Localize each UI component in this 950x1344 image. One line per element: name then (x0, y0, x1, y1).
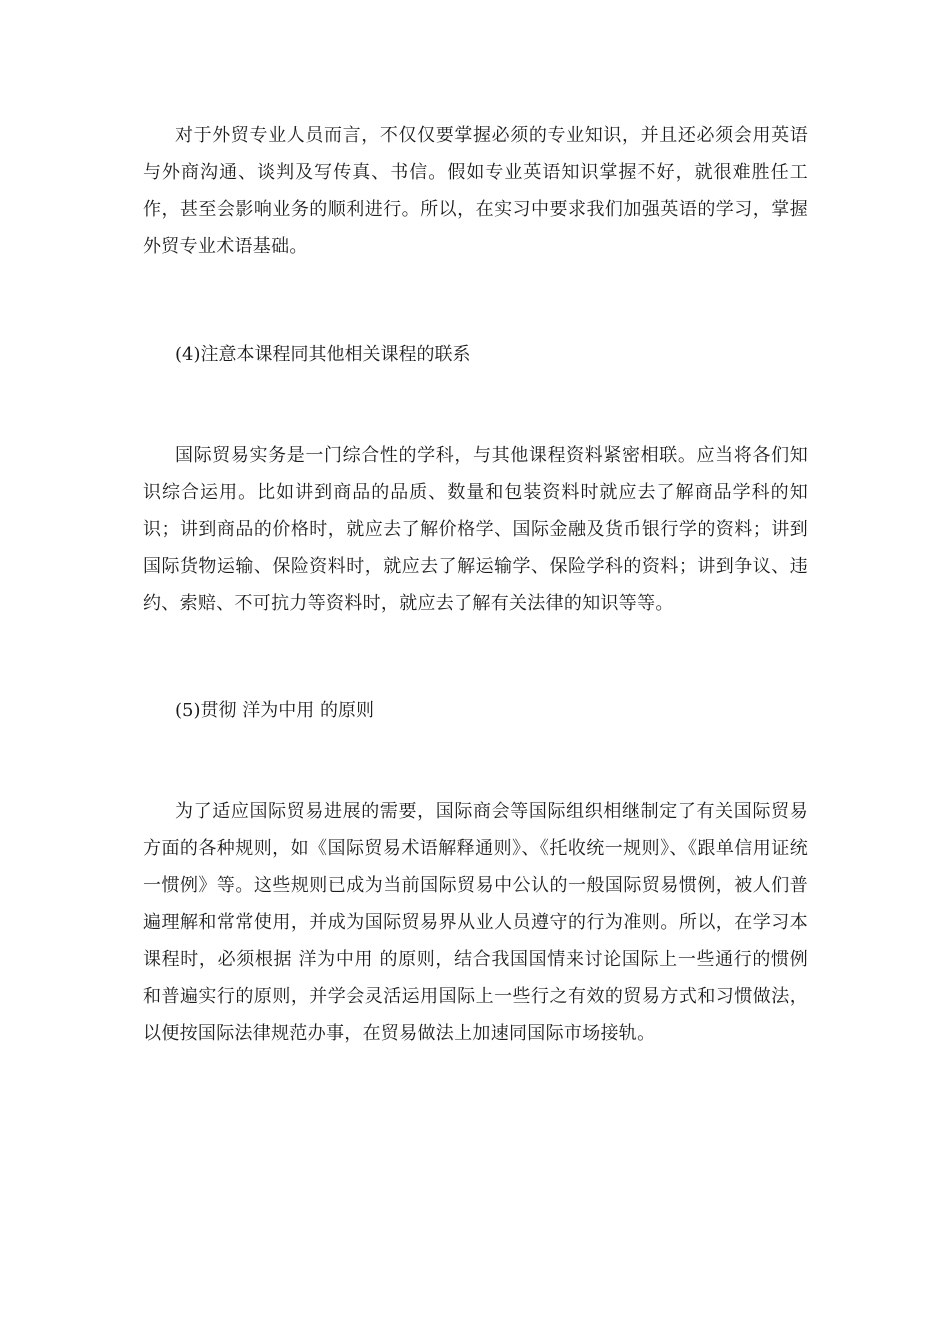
body-paragraph-international-rules: 为了适应国际贸易进展的需要，国际商会等国际组织相继制定了有关国际贸易方面的各种规则，如《国际贸易术语解释通则》、《托收统一规则》、《跟单信用证统一惯例》等。这些规则已成为当前国际贸易中公认的一般国际贸易惯例，被人们普遍理解和常常使用，并成为国际贸易界从业人员遵守的行为准则。所以，在学习本课程时，必须根据 洋为中用 的原则，结合我国国情来讨论国际上一些通行的惯例和普遍实行的原则，并学会灵活运用国际上一些行之有效的贸易方式和习惯做法，以便按国际法律规范办事，在贸易做法上加速同国际市场接轨。 (143, 801, 808, 1044)
body-paragraph-related-courses: 国际贸易实务是一门综合性的学科，与其他课程资料紧密相联。应当将各们知识综合运用。比如讲到商品的品质、数量和包装资料时就应去了解商品学科的知识；讲到商品的价格时，就应去了解价格学、国际金融及货币银行学的资料；讲到国际货物运输、保险资料时，就应去了解运输学、保险学科的资料；讲到争议、违约、索赔、不可抗力等资料时，就应去了解有关法律的知识等等。 (143, 445, 808, 614)
section-heading-4: (4)注意本课程同其他相关课程的联系 (175, 344, 471, 365)
body-paragraph-english-skills: 对于外贸专业人员而言，不仅仅要掌握必须的专业知识，并且还必须会用英语与外商沟通、谈判及写传真、书信。假如专业英语知识掌握不好，就很难胜任工作，甚至会影响业务的顺利进行。所以，在实习中要求我们加强英语的学习，掌握外贸专业术语基础。 (143, 125, 808, 257)
section-heading-5: (5)贯彻 洋为中用 的原则 (175, 700, 374, 721)
